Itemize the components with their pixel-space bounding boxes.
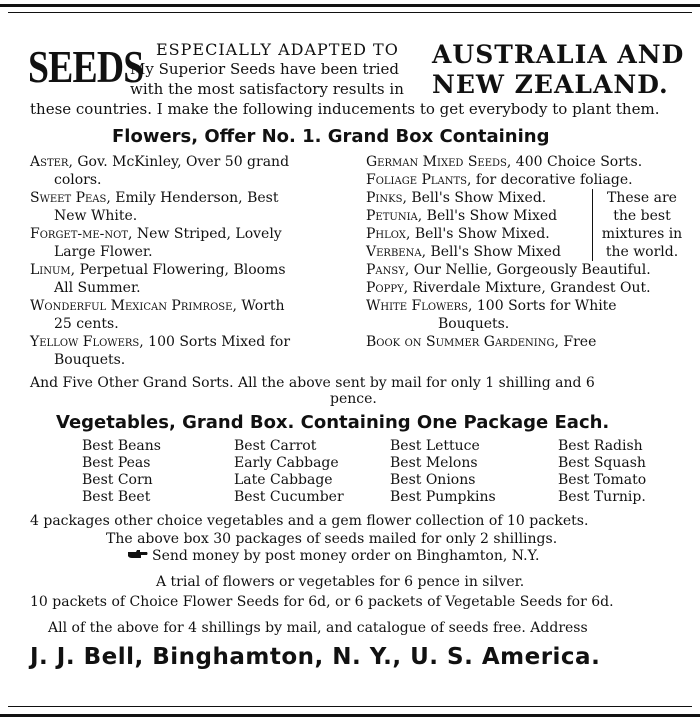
flower-item	[30, 225, 350, 243]
flower-item	[366, 243, 592, 261]
flower-desc: , Bell's Show Mixed	[421, 244, 561, 260]
vegetable-column	[234, 438, 344, 506]
note-line: These are	[607, 190, 677, 206]
flowers-right-column	[366, 153, 688, 351]
flower-desc: , 100 Sorts Mixed for	[139, 334, 291, 350]
flower-name: Foliage Plants	[366, 172, 468, 188]
book-offer	[366, 333, 688, 351]
country-line-1: AUSTRALIA AND	[432, 40, 685, 69]
flower-desc: , Perpetual Flowering, Blooms	[70, 262, 286, 278]
flower-item-cont: Bouquets.	[54, 352, 126, 368]
flower-desc: , 400 Choice Sorts.	[506, 154, 643, 170]
country-line-2: NEW ZEALAND.	[432, 70, 669, 99]
flower-name: Phlox	[366, 226, 406, 242]
headline-lead: ESPECIALLY ADAPTED TO	[156, 40, 399, 59]
flower-name: Yellow Flowers	[30, 334, 140, 350]
vegetables-extra-line: 4 packages other choice vegetables and a gem flower collection of 10 packets.	[30, 513, 589, 529]
vegetable-item: Best Peas	[82, 455, 151, 471]
flower-name: Aster	[30, 154, 69, 170]
flower-item	[366, 261, 688, 279]
bottom-border-hairline	[8, 706, 692, 707]
flower-item	[366, 207, 592, 225]
flower-item	[30, 297, 350, 315]
flower-item	[366, 153, 688, 171]
flower-item	[30, 333, 350, 351]
packets-line: 10 packets of Choice Flower Seeds for 6d, or 6 packets of Vegetable Seeds for 6d.	[30, 594, 614, 610]
vegetable-column	[390, 438, 496, 506]
vegetables-price-line: The above box 30 packages of seeds mailed for only 2 shillings.	[106, 531, 558, 547]
flower-item	[30, 261, 350, 279]
grand-sorts-line: And Five Other Grand Sorts. All the above sent by mail for only 1 shilling and 6	[30, 375, 595, 391]
vegetable-item: Best Beet	[82, 489, 151, 505]
book-desc: , Free	[554, 334, 597, 350]
flower-item-cont: colors.	[54, 172, 102, 188]
intro-line: these countries. I make the following inducements to get everybody to plant them.	[30, 100, 660, 118]
flower-item	[30, 153, 350, 171]
flower-item	[366, 297, 688, 315]
flower-item	[366, 171, 688, 189]
vegetable-item: Late Cabbage	[234, 472, 333, 488]
vegetable-item: Early Cabbage	[234, 455, 339, 471]
flower-desc: , Bell's Show Mixed.	[402, 190, 547, 206]
flower-desc: , Bell's Show Mixed.	[405, 226, 550, 242]
note-line: the best	[613, 208, 671, 224]
flower-item	[366, 189, 592, 207]
headline-line-2: My Superior Seeds have been tried	[130, 60, 400, 78]
vegetable-item: Best Tomato	[558, 472, 647, 488]
footer-address: J. J. Bell, Binghamton, N. Y., U. S. America.	[30, 644, 601, 670]
note-line: the world.	[605, 244, 679, 260]
mixed-block	[366, 189, 688, 261]
flower-item	[30, 189, 350, 207]
flower-name: White Flowers	[366, 298, 468, 314]
grand-sorts-cont: pence.	[330, 391, 377, 407]
note-line: mixtures in	[601, 226, 683, 242]
flower-desc: , Riverdale Mixture, Grandest Out.	[403, 280, 651, 296]
flower-item	[366, 225, 592, 243]
vegetable-item: Best Pumpkins	[390, 489, 496, 505]
flower-name: Forget-me-not	[30, 226, 129, 242]
flower-name: Pinks	[366, 190, 403, 206]
flower-name: Petunia	[366, 208, 418, 224]
flower-name: Pansy	[366, 262, 405, 278]
vegetable-item: Best Onions	[390, 472, 476, 488]
flower-desc: , Worth	[232, 298, 285, 314]
send-money-line	[128, 548, 539, 564]
vegetable-item: Best Cucumber	[234, 489, 344, 505]
flower-desc: , for decorative foliage.	[467, 172, 633, 188]
flower-name: Wonderful Mexican Primrose	[30, 298, 233, 314]
send-money-text: Send money by post money order on Binghamton, N.Y.	[152, 548, 540, 564]
trial-line: A trial of flowers or vegetables for 6 pence in silver.	[156, 574, 525, 590]
flower-item-cont: Large Flower.	[54, 244, 153, 260]
pointing-hand-icon	[128, 548, 152, 564]
flower-item-cont: New White.	[54, 208, 138, 224]
vegetable-item: Best Turnip.	[558, 489, 646, 505]
flower-name: Verbena	[366, 244, 422, 260]
flower-name: Linum	[30, 262, 71, 278]
flower-desc: , Emily Henderson, Best	[106, 190, 279, 206]
bottom-border-rule	[0, 714, 700, 717]
headline-line-3: with the most satisfactory results in	[130, 80, 404, 98]
flower-desc: , Bell's Show Mixed	[417, 208, 558, 224]
top-border-rule	[0, 4, 700, 7]
flower-item	[366, 279, 688, 297]
seeds-title: SEEDS	[28, 41, 144, 92]
flower-item-cont: All Summer.	[54, 280, 141, 296]
flower-desc: , Gov. McKinley, Over 50 grand	[68, 154, 290, 170]
top-border-hairline	[8, 12, 692, 13]
vegetable-column	[82, 438, 161, 506]
mixed-names	[366, 189, 592, 261]
flower-item-cont: Bouquets.	[438, 316, 510, 332]
flowers-left-column	[30, 153, 350, 369]
flower-name: Poppy	[366, 280, 404, 296]
vegetable-column	[558, 438, 646, 506]
all-above-line: All of the above for 4 shillings by mail, and catalogue of seeds free. Address	[48, 620, 588, 636]
flower-item-cont: 25 cents.	[54, 316, 119, 332]
mixtures-note	[592, 189, 683, 261]
vegetable-item: Best Squash	[558, 455, 646, 471]
vegetable-item: Best Beans	[82, 438, 161, 454]
vegetable-item: Best Corn	[82, 472, 153, 488]
vegetable-item: Best Radish	[558, 438, 643, 454]
book-name: Book on Summer Gardening	[366, 334, 555, 350]
vegetables-heading: Vegetables, Grand Box. Containing One Package Each.	[56, 412, 610, 433]
flower-name: Sweet Peas	[30, 190, 107, 206]
vegetable-item: Best Carrot	[234, 438, 317, 454]
flower-name: German Mixed Seeds	[366, 154, 507, 170]
flower-desc: , 100 Sorts for White	[468, 298, 617, 314]
flower-desc: , Our Nellie, Gorgeously Beautiful.	[404, 262, 651, 278]
flower-desc: , New Striped, Lovely	[128, 226, 282, 242]
flowers-heading: Flowers, Offer No. 1. Grand Box Containing	[112, 126, 550, 147]
vegetable-item: Best Lettuce	[390, 438, 480, 454]
vegetable-item: Best Melons	[390, 455, 478, 471]
